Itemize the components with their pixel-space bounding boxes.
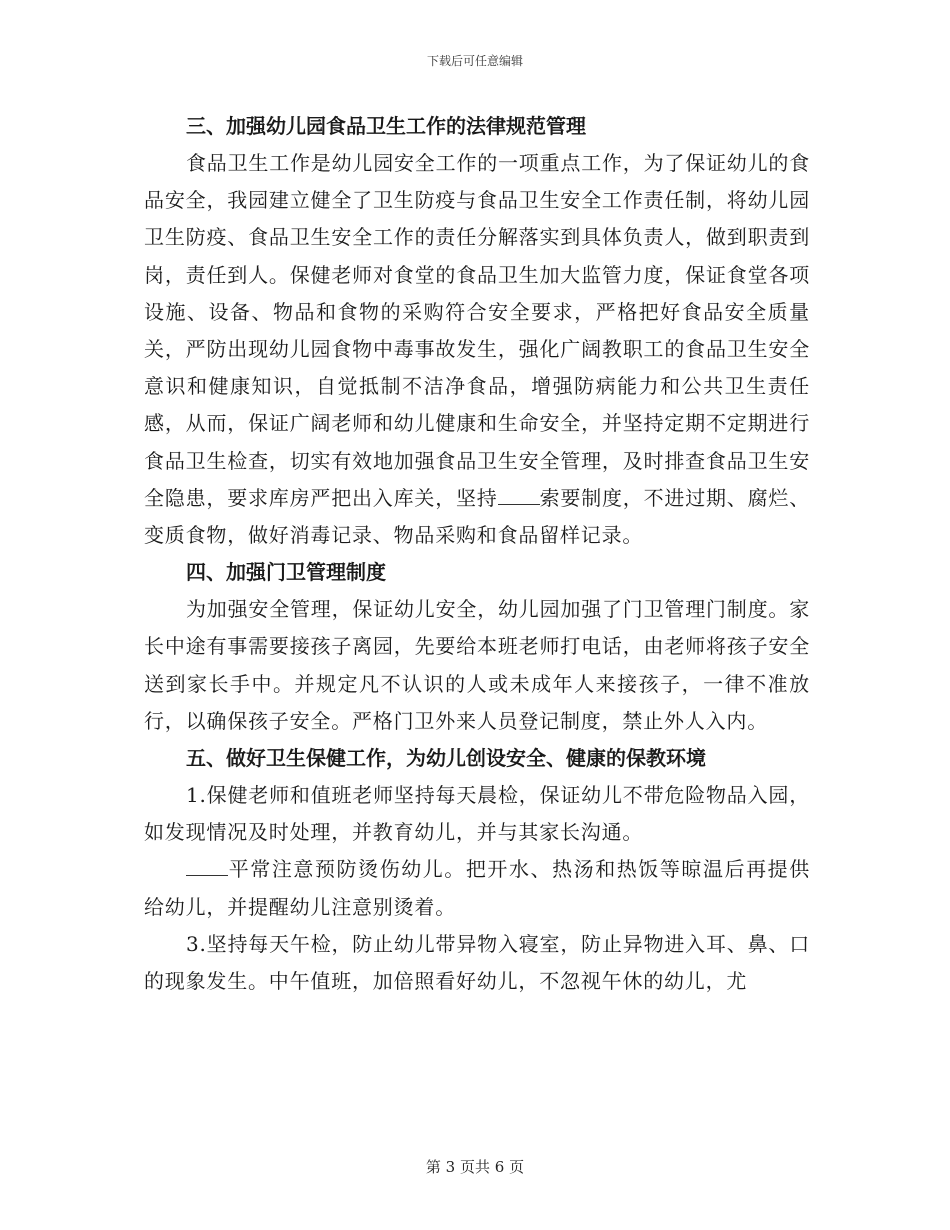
paragraph-text: 平常注意预防烫伤幼儿。把开水、热汤和热饭等晾温后再提供给幼儿，并提醒幼儿注意别烫着。 <box>144 857 810 919</box>
paragraph-item-3: 3.坚持每天午检，防止幼儿带异物入寝室，防止异物进入耳、鼻、口的现象发生。中午值班，加倍照看好幼儿，不忽视午休的幼儿，尤 <box>144 931 810 994</box>
document-body <box>144 108 810 1000</box>
paragraph-gate-management: 为加强安全管理，保证幼儿安全，幼儿园加强了门卫管理门制度。家长中途有事需要接孩子离园，先要给本班老师打电话，由老师将孩子安全送到家长手中。并规定凡不认识的人或未成年人来接孩子，一律不准放行，以确保孩子安全。严格门卫外来人员登记制度，禁止外人入内。 <box>144 597 810 733</box>
paragraph-food-safety <box>144 145 810 554</box>
blank-line <box>186 857 228 876</box>
paragraph-text: 索要制度，不进过期、腐烂、变质食物，做好消毒记录、物品采购和食品留样记录。 <box>144 485 811 548</box>
paragraph-text: 食品卫生工作是幼儿园安全工作的一项重点工作，为了保证幼儿的食品安全，我园建立健全了卫生防疫与食品卫生安全工作责任制，将幼儿园卫生防疫、食品卫生安全工作的责任分解落实到具体负责人，做到职责到岗，责任到人。保健老师对食堂的食品卫生加大监管力度，保证食堂各项设施、设备、物品和食物的采购符合安全要求，严格把好食品安全质量关，严防出现幼儿园食物中毒事故发生，强化广阔教职工的食品卫生安全意识和健康知识，自觉抵制不洁净食品，增强防病能力和公共卫生责任感，从而，保证广阔老师和幼儿健康和生命安全，并坚持定期不定期进行食品卫生检查，切实有效地加强食品卫生安全管理，及时排查食品卫生安全隐患，要求库房严把出入库关，坚持 <box>144 151 810 510</box>
paragraph-item-2 <box>144 851 810 925</box>
section-heading-3: 三、加强幼儿园食品卫生工作的法律规范管理 <box>186 114 586 138</box>
page-header: 下载后可任意编辑 <box>426 54 523 68</box>
page-footer: 第 3 页共 6 页 <box>425 1158 525 1176</box>
section-heading-4: 四、加强门卫管理制度 <box>186 560 386 585</box>
blank-line <box>498 486 540 505</box>
paragraph-item-1: 1.保健老师和值班老师坚持每天晨检，保证幼儿不带危险物品入园，如发现情况及时处理，并教育幼儿，并与其家长沟通。 <box>144 783 810 845</box>
section-heading-5: 五、做好卫生保健工作，为幼儿创设安全、健康的保教环境 <box>186 746 706 771</box>
